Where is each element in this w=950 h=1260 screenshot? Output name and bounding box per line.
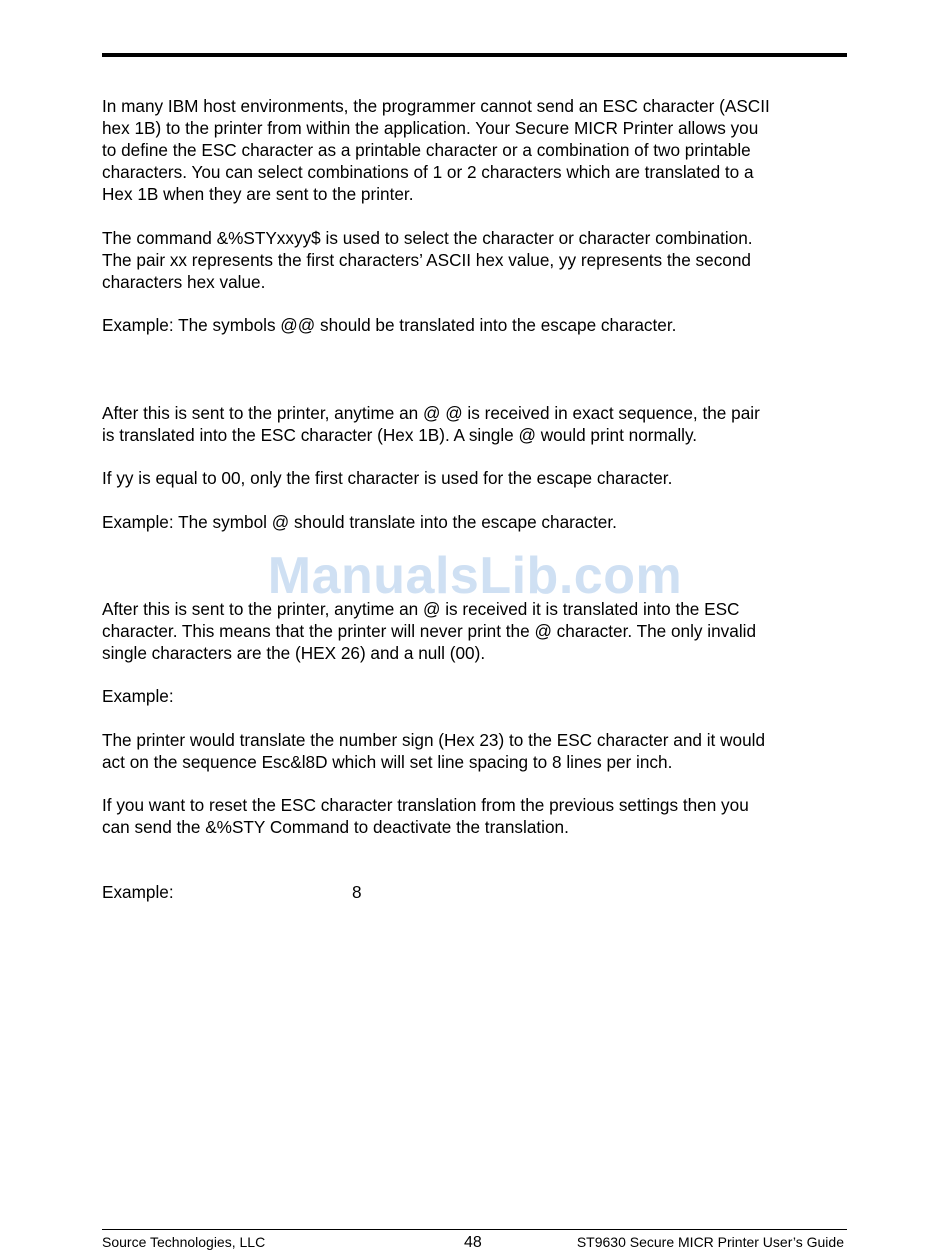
header-rule (102, 53, 847, 57)
paragraph-example-4: Example: (102, 882, 174, 902)
paragraph-number-sign: The printer would translate the number sign (Hex 23) to the ESC character and it would act on the sequence Esc&l8D which will set line spacing to 8 lines per inch. (102, 730, 766, 772)
paragraph-example-2: Example: The symbol @ should translate into the escape character. (102, 512, 617, 532)
paragraph-yy-equal: If yy is equal to 00, only the first character is used for the escape character. (102, 468, 673, 488)
footer-rule (102, 1229, 847, 1230)
paragraph-example-1: Example: The symbols @@ should be translated into the escape character. (102, 315, 677, 335)
footer-company: Source Technologies, LLC (102, 1234, 266, 1250)
paragraph-after-2: After this is sent to the printer, anytime an @ is received it is translated into the ESC character. This means that the printer will never print the @ character. The only invalid single characters are the (HEX 26) and a null (00). (102, 599, 757, 663)
watermark: ManualsLib.com (267, 547, 683, 605)
paragraph-command: The command &%STYxxyy$ is used to select the character or character combination. The pair xx represents the first characters’ ASCII hex value, yy represents the second characters hex value. (102, 228, 753, 292)
paragraph-example-3: Example: (102, 686, 174, 706)
example-4-value: 8 (352, 882, 362, 902)
paragraph-intro: In many IBM host environments, the programmer cannot send an ESC character (ASCII hex 1B) to the printer from within the application. Your Secure MICR Printer allows you to define the ESC character as a printable character or a combination of two printable characters. You can select combinations of 1 or 2 characters which are translated to a Hex 1B when they are sent to the printer. (102, 96, 770, 204)
page-number: 48 (464, 1234, 482, 1251)
footer-guide-title: ST9630 Secure MICR Printer User’s Guide (576, 1234, 844, 1250)
paragraph-reset: If you want to reset the ESC character translation from the previous settings then you can send the &%STY Command to deactivate the translation. (102, 795, 749, 837)
paragraph-after-1: After this is sent to the printer, anytime an @ @ is received in exact sequence, the pair is translated into the ESC character (Hex 1B). A single @ would print normally. (102, 403, 760, 445)
